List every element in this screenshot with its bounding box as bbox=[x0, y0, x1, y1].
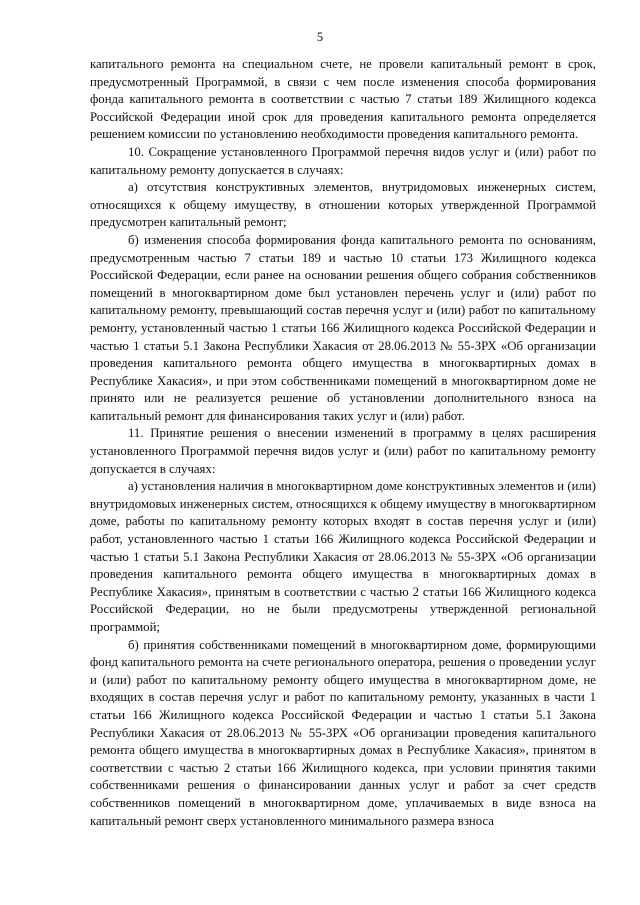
page-number: 5 bbox=[316, 30, 324, 44]
paragraph-continuation: капитального ремонта на специальном счете, не провели капитальный ремонт в срок, предусмотренный Программой, в связи с чем после изменения способа формирования фонда капитального ремонта в соответствии с частью 7 статьи 189 Жилищного кодекса Российской Федерации иной срок для проведения капитального ремонта определяется решением комиссии по установлению необходимости проведения капитального ремонта. bbox=[90, 57, 596, 142]
paragraph-clause-10: 10. Сокращение установленного Программой перечня видов услуг и (или) работ по капитальному ремонту допускается в случаях: bbox=[90, 144, 596, 177]
paragraph-clause-11-b: б) принятия собственниками помещений в многоквартирном доме, формирующими фонд капитального ремонта на счете регионального оператора, решения о проведении услуг и (или) работ по капитальному ремонту общего имущества в многоквартирном доме, не входящих в состав перечня услуг и работ по капитальному ремонту, указанных в части 1 статьи 166 Жилищного кодекса Российской Федерации и частью 1 статьи 5.1 Закона Республики Хакасия от 28.06.2013 № 55-ЗРХ «Об организации проведения капитального ремонта общего имущества в многоквартирных домах в Республике Хакасия», принятом в соответствии с частью 2 статьи 166 Жилищного кодекса, при условии принятия такими собственниками решения о финансировании данных услуг и работ за счет средств собственников помещений в многоквартирном доме, уплачиваемых в виде взноса на капитальный ремонт сверх установленного минимального размера взноса bbox=[90, 637, 596, 828]
document-body bbox=[90, 56, 596, 830]
paragraph-clause-11-a: а) установления наличия в многоквартирном доме конструктивных элементов и (или) внутридомовых инженерных систем, относящихся к общему имуществу в многоквартирном доме, работы по капитальному ремонту которых входят в состав перечня услуг и (или) работ, установленного частью 1 статьи 166 Жилищного кодекса Российской Федерации и частью 1 статьи 5.1 Закона Республики Хакасия от 28.06.2013 № 55-ЗРХ «Об организации проведения капитального ремонта общего имущества в многоквартирных домах в Республике Хакасия», принятым в соответствии с частью 2 статьи 166 Жилищного кодекса Российской Федерации, но не были предусмотрены утвержденной региональной программой; bbox=[90, 479, 596, 634]
paragraph-clause-11: 11. Принятие решения о внесении изменений в программу в целях расширения установленного Программой перечня видов услуг и (или) работ по капитальному ремонту допускается в случаях: bbox=[90, 426, 596, 476]
paragraph-clause-10-b: б) изменения способа формирования фонда капитального ремонта по основаниям, предусмотренным частью 7 статьи 189 и частью 10 статьи 173 Жилищного кодекса Российской Федерации, если ранее на основании решения общего собрания собственников помещений в многоквартирном доме был установлен перечень услуг и (или) работ по капитальному ремонту, превышающий состав перечня услуг и (или) работ по капитальному ремонту, установленный частью 1 статьи 166 Жилищного кодекса Российской Федерации и частью 1 статьи 5.1 Закона Республики Хакасия от 28.06.2013 № 55-ЗРХ «Об организации проведения капитального ремонта общего имущества в многоквартирных домах в Республике Хакасия», и при этом собственниками помещений в многоквартирном доме не принято или не реализуется решение об установлении дополнительного взноса на капитальный ремонт для финансирования таких услуг и (или) работ. bbox=[90, 232, 596, 423]
paragraph-clause-10-a: а) отсутствия конструктивных элементов, внутридомовых инженерных систем, относящихся к общему имуществу, в отношении которых утвержденной Программой предусмотрен капитальный ремонт; bbox=[90, 180, 596, 230]
